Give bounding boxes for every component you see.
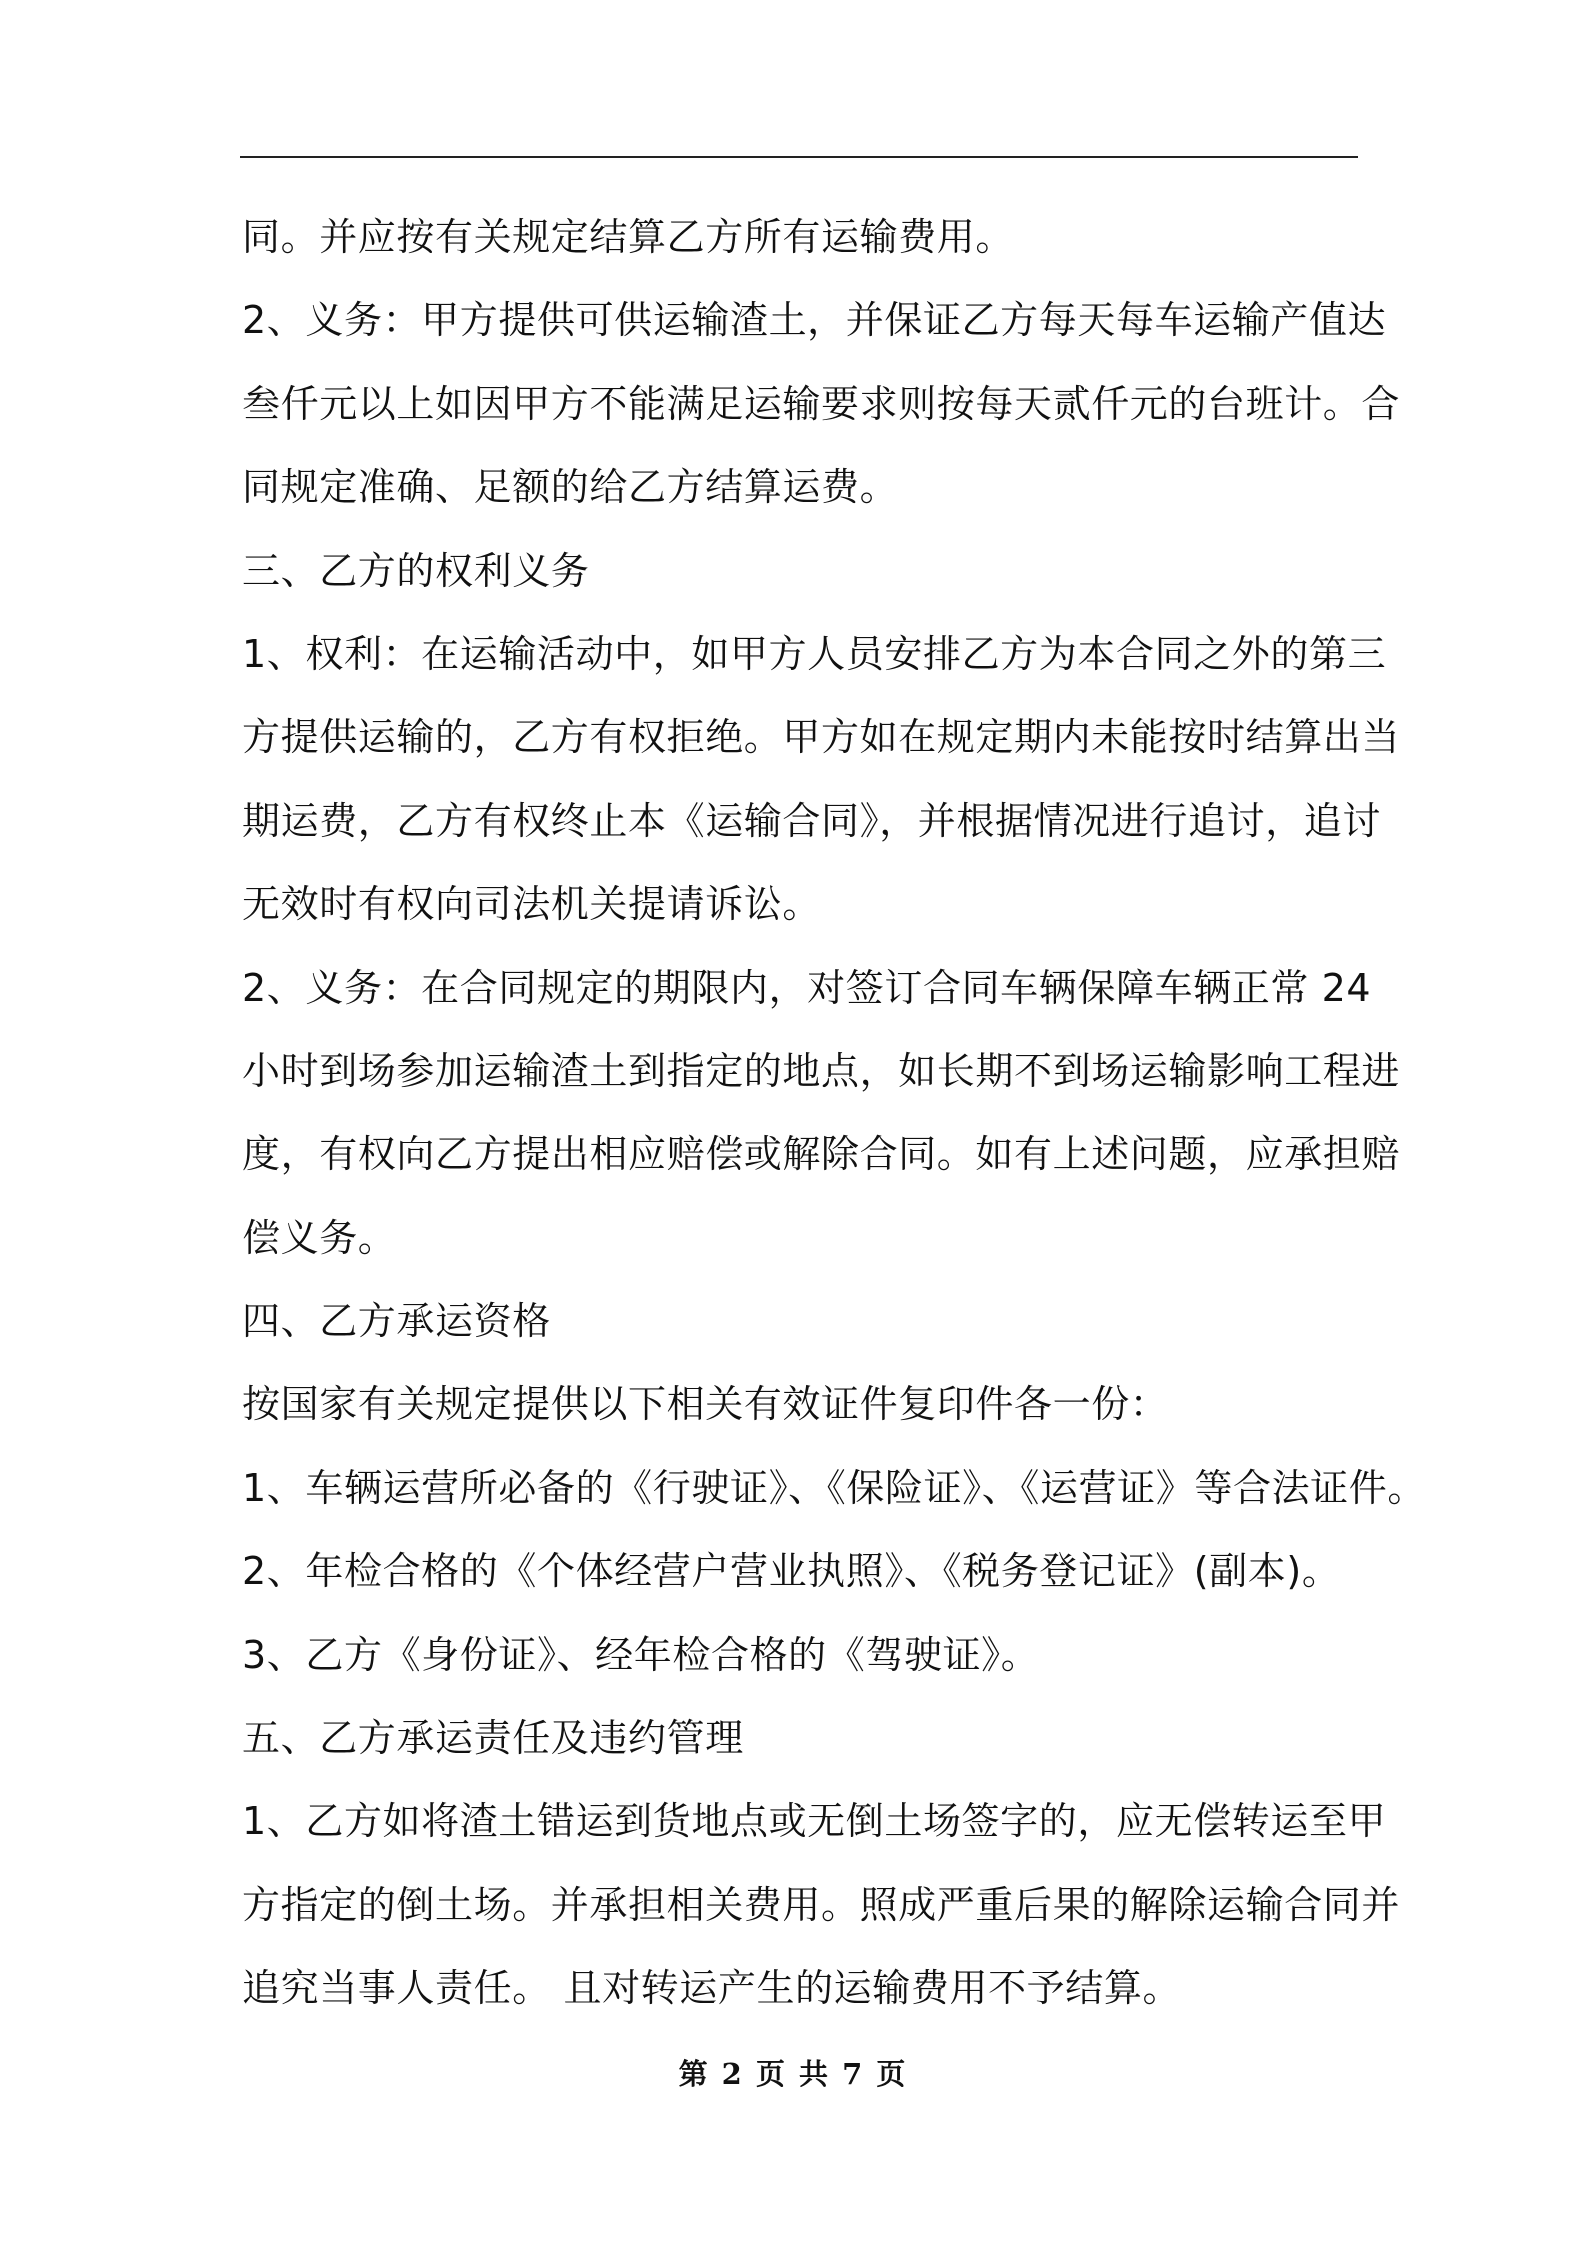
text-line: 1、权利：在运输活动中，如甲方人员安排乙方为本合同之外的第三 bbox=[242, 631, 1387, 676]
text-line: 按国家有关规定提供以下相关有效证件复印件各一份： bbox=[242, 1382, 1169, 1427]
body-text bbox=[242, 196, 1426, 2031]
text-line: 1、车辆运营所必备的《行驶证》、《保险证》、《运营证》等合法证件。 bbox=[242, 1465, 1426, 1510]
text-line: 度，有权向乙方提出相应赔偿或解除合同。如有上述问题，应承担赔 bbox=[242, 1132, 1401, 1177]
section-heading: 三、乙方的权利义务 bbox=[242, 548, 590, 593]
text-line: 小时到场参加运输渣土到指定的地点，如长期不到场运输影响工程进 bbox=[242, 1048, 1401, 1093]
text-line: 方指定的倒土场。并承担相关费用。照成严重后果的解除运输合同并 bbox=[242, 1882, 1401, 1927]
text-line: 2、年检合格的《个体经营户营业执照》、《税务登记证》(副本)。 bbox=[242, 1549, 1341, 1594]
text-line: 1、乙方如将渣土错运到货地点或无倒土场签字的，应无偿转运至甲 bbox=[242, 1799, 1387, 1844]
header-rule bbox=[240, 156, 1358, 158]
text-line: 同。并应按有关规定结算乙方所有运输费用。 bbox=[242, 215, 1015, 259]
text-line: 期运费，乙方有权终止本《运输合同》，并根据情况进行追讨，追讨 bbox=[242, 798, 1382, 843]
page-number: 第 2 页 共 7 页 bbox=[678, 2057, 908, 2091]
text-line: 2、义务：甲方提供可供运输渣土，并保证乙方每天每车运输产值达 bbox=[242, 298, 1387, 343]
text-line: 2、义务：在合同规定的期限内，对签订合同车辆保障车辆正常 24 bbox=[242, 965, 1372, 1010]
text-line: 3、乙方《身份证》、经年检合格的《驾驶证》。 bbox=[242, 1632, 1040, 1677]
section-heading: 四、乙方承运资格 bbox=[242, 1299, 551, 1344]
text-line: 无效时有权向司法机关提请诉讼。 bbox=[242, 882, 822, 927]
text-line: 叁仟元以上如因甲方不能满足运输要求则按每天贰仟元的台班计。合 bbox=[242, 381, 1401, 426]
text-line: 同规定准确、足额的给乙方结算运费。 bbox=[242, 465, 899, 510]
section-heading: 五、乙方承运责任及违约管理 bbox=[242, 1716, 744, 1761]
text-line: 偿义务。 bbox=[242, 1215, 397, 1260]
text-line: 方提供运输的，乙方有权拒绝。甲方如在规定期内未能按时结算出当 bbox=[242, 715, 1401, 760]
text-line: 追究当事人责任。 且对转运产生的运输费用不予结算。 bbox=[242, 1966, 1182, 2011]
